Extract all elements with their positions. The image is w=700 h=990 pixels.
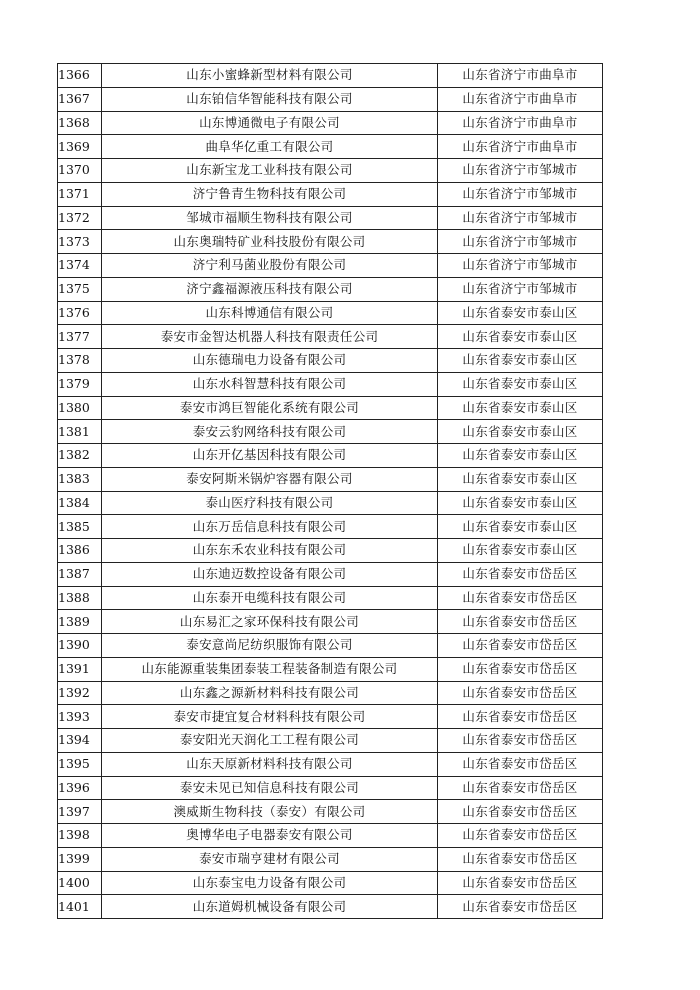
region-cell: 山东省泰安市岱岳区 bbox=[438, 776, 603, 800]
company-name-cell: 澳威斯生物科技（泰安）有限公司 bbox=[102, 800, 438, 824]
row-number-cell: 1396 bbox=[58, 776, 102, 800]
table-row bbox=[58, 87, 603, 111]
region-cell: 山东省泰安市岱岳区 bbox=[438, 681, 603, 705]
table-row bbox=[58, 135, 603, 159]
row-number-cell: 1375 bbox=[58, 277, 102, 301]
row-number-cell: 1399 bbox=[58, 847, 102, 871]
row-number-cell: 1384 bbox=[58, 491, 102, 515]
table-row bbox=[58, 230, 603, 254]
table-row bbox=[58, 871, 603, 895]
region-cell: 山东省济宁市曲阜市 bbox=[438, 64, 603, 88]
row-number-cell: 1367 bbox=[58, 87, 102, 111]
company-name-cell: 山东道姆机械设备有限公司 bbox=[102, 895, 438, 919]
region-cell: 山东省泰安市泰山区 bbox=[438, 372, 603, 396]
table-row bbox=[58, 657, 603, 681]
company-name-cell: 泰安市金智达机器人科技有限责任公司 bbox=[102, 325, 438, 349]
region-cell: 山东省泰安市泰山区 bbox=[438, 325, 603, 349]
table-row bbox=[58, 800, 603, 824]
row-number-cell: 1386 bbox=[58, 539, 102, 563]
company-name-cell: 山东铂信华智能科技有限公司 bbox=[102, 87, 438, 111]
company-name-cell: 泰安阳光天润化工工程有限公司 bbox=[102, 729, 438, 753]
table-row bbox=[58, 634, 603, 658]
table-row bbox=[58, 325, 603, 349]
region-cell: 山东省济宁市邹城市 bbox=[438, 206, 603, 230]
row-number-cell: 1366 bbox=[58, 64, 102, 88]
region-cell: 山东省泰安市岱岳区 bbox=[438, 847, 603, 871]
region-cell: 山东省泰安市岱岳区 bbox=[438, 800, 603, 824]
table-row bbox=[58, 729, 603, 753]
row-number-cell: 1401 bbox=[58, 895, 102, 919]
region-cell: 山东省泰安市泰山区 bbox=[438, 539, 603, 563]
row-number-cell: 1374 bbox=[58, 254, 102, 278]
table-row bbox=[58, 847, 603, 871]
row-number-cell: 1378 bbox=[58, 349, 102, 373]
table-row bbox=[58, 539, 603, 563]
row-number-cell: 1388 bbox=[58, 586, 102, 610]
region-cell: 山东省济宁市邹城市 bbox=[438, 254, 603, 278]
row-number-cell: 1393 bbox=[58, 705, 102, 729]
company-name-cell: 山东水科智慧科技有限公司 bbox=[102, 372, 438, 396]
company-name-cell: 山东泰宝电力设备有限公司 bbox=[102, 871, 438, 895]
table-row bbox=[58, 254, 603, 278]
company-name-cell: 济宁鲁青生物科技有限公司 bbox=[102, 182, 438, 206]
company-name-cell: 山东东禾农业科技有限公司 bbox=[102, 539, 438, 563]
row-number-cell: 1391 bbox=[58, 657, 102, 681]
company-name-cell: 邹城市福顺生物科技有限公司 bbox=[102, 206, 438, 230]
row-number-cell: 1398 bbox=[58, 824, 102, 848]
table-row bbox=[58, 681, 603, 705]
region-cell: 山东省泰安市泰山区 bbox=[438, 467, 603, 491]
region-cell: 山东省泰安市岱岳区 bbox=[438, 562, 603, 586]
company-name-cell: 山东易汇之家环保科技有限公司 bbox=[102, 610, 438, 634]
row-number-cell: 1379 bbox=[58, 372, 102, 396]
company-name-cell: 泰山医疗科技有限公司 bbox=[102, 491, 438, 515]
region-cell: 山东省泰安市泰山区 bbox=[438, 349, 603, 373]
region-cell: 山东省泰安市岱岳区 bbox=[438, 586, 603, 610]
row-number-cell: 1383 bbox=[58, 467, 102, 491]
company-name-cell: 山东奥瑞特矿业科技股份有限公司 bbox=[102, 230, 438, 254]
table-body bbox=[58, 64, 603, 919]
region-cell: 山东省泰安市泰山区 bbox=[438, 396, 603, 420]
region-cell: 山东省济宁市曲阜市 bbox=[438, 87, 603, 111]
region-cell: 山东省济宁市邹城市 bbox=[438, 182, 603, 206]
company-list-table bbox=[57, 63, 603, 919]
company-name-cell: 曲阜华亿重工有限公司 bbox=[102, 135, 438, 159]
table-row bbox=[58, 420, 603, 444]
company-name-cell: 山东新宝龙工业科技有限公司 bbox=[102, 159, 438, 183]
company-name-cell: 泰安阿斯米锅炉容器有限公司 bbox=[102, 467, 438, 491]
row-number-cell: 1369 bbox=[58, 135, 102, 159]
table-row bbox=[58, 895, 603, 919]
company-name-cell: 奥博华电子电器泰安有限公司 bbox=[102, 824, 438, 848]
table-row bbox=[58, 776, 603, 800]
company-name-cell: 山东能源重装集团泰装工程装备制造有限公司 bbox=[102, 657, 438, 681]
table-row bbox=[58, 349, 603, 373]
company-name-cell: 山东开亿基因科技有限公司 bbox=[102, 444, 438, 468]
company-name-cell: 泰安云豹网络科技有限公司 bbox=[102, 420, 438, 444]
company-name-cell: 山东小蜜蜂新型材料有限公司 bbox=[102, 64, 438, 88]
row-number-cell: 1368 bbox=[58, 111, 102, 135]
region-cell: 山东省济宁市曲阜市 bbox=[438, 135, 603, 159]
company-name-cell: 山东博通微电子有限公司 bbox=[102, 111, 438, 135]
company-name-cell: 泰安市鸿巨智能化系统有限公司 bbox=[102, 396, 438, 420]
region-cell: 山东省泰安市岱岳区 bbox=[438, 705, 603, 729]
row-number-cell: 1381 bbox=[58, 420, 102, 444]
company-name-cell: 泰安未见已知信息科技有限公司 bbox=[102, 776, 438, 800]
region-cell: 山东省泰安市泰山区 bbox=[438, 491, 603, 515]
table-row bbox=[58, 372, 603, 396]
table-row bbox=[58, 824, 603, 848]
company-name-cell: 济宁鑫福源液压科技有限公司 bbox=[102, 277, 438, 301]
region-cell: 山东省泰安市泰山区 bbox=[438, 444, 603, 468]
region-cell: 山东省泰安市岱岳区 bbox=[438, 752, 603, 776]
row-number-cell: 1380 bbox=[58, 396, 102, 420]
table-row bbox=[58, 515, 603, 539]
table-row bbox=[58, 111, 603, 135]
region-cell: 山东省泰安市泰山区 bbox=[438, 301, 603, 325]
row-number-cell: 1400 bbox=[58, 871, 102, 895]
region-cell: 山东省济宁市邹城市 bbox=[438, 159, 603, 183]
table-row bbox=[58, 705, 603, 729]
table-row bbox=[58, 277, 603, 301]
company-name-cell: 泰安市瑞亨建材有限公司 bbox=[102, 847, 438, 871]
company-name-cell: 山东鑫之源新材料科技有限公司 bbox=[102, 681, 438, 705]
row-number-cell: 1395 bbox=[58, 752, 102, 776]
region-cell: 山东省济宁市邹城市 bbox=[438, 230, 603, 254]
company-name-cell: 山东万岳信息科技有限公司 bbox=[102, 515, 438, 539]
region-cell: 山东省泰安市岱岳区 bbox=[438, 871, 603, 895]
row-number-cell: 1385 bbox=[58, 515, 102, 539]
table-row bbox=[58, 562, 603, 586]
table-row bbox=[58, 159, 603, 183]
row-number-cell: 1376 bbox=[58, 301, 102, 325]
row-number-cell: 1371 bbox=[58, 182, 102, 206]
row-number-cell: 1397 bbox=[58, 800, 102, 824]
table-row bbox=[58, 467, 603, 491]
company-name-cell: 山东迪迈数控设备有限公司 bbox=[102, 562, 438, 586]
table-row bbox=[58, 491, 603, 515]
table-row bbox=[58, 64, 603, 88]
region-cell: 山东省泰安市泰山区 bbox=[438, 515, 603, 539]
region-cell: 山东省泰安市岱岳区 bbox=[438, 895, 603, 919]
company-name-cell: 山东科博通信有限公司 bbox=[102, 301, 438, 325]
region-cell: 山东省济宁市曲阜市 bbox=[438, 111, 603, 135]
company-name-cell: 山东天原新材料科技有限公司 bbox=[102, 752, 438, 776]
region-cell: 山东省泰安市岱岳区 bbox=[438, 657, 603, 681]
row-number-cell: 1377 bbox=[58, 325, 102, 349]
row-number-cell: 1390 bbox=[58, 634, 102, 658]
company-name-cell: 泰安意尚尼纺织服饰有限公司 bbox=[102, 634, 438, 658]
row-number-cell: 1372 bbox=[58, 206, 102, 230]
table-row bbox=[58, 610, 603, 634]
row-number-cell: 1389 bbox=[58, 610, 102, 634]
region-cell: 山东省泰安市岱岳区 bbox=[438, 824, 603, 848]
table-row bbox=[58, 752, 603, 776]
row-number-cell: 1382 bbox=[58, 444, 102, 468]
company-name-cell: 泰安市捷宜复合材料科技有限公司 bbox=[102, 705, 438, 729]
row-number-cell: 1387 bbox=[58, 562, 102, 586]
table-row bbox=[58, 206, 603, 230]
region-cell: 山东省济宁市邹城市 bbox=[438, 277, 603, 301]
table-row bbox=[58, 396, 603, 420]
table-row bbox=[58, 586, 603, 610]
region-cell: 山东省泰安市岱岳区 bbox=[438, 729, 603, 753]
company-name-cell: 济宁利马菌业股份有限公司 bbox=[102, 254, 438, 278]
company-name-cell: 山东德瑞电力设备有限公司 bbox=[102, 349, 438, 373]
row-number-cell: 1392 bbox=[58, 681, 102, 705]
table-row bbox=[58, 182, 603, 206]
table-row bbox=[58, 301, 603, 325]
region-cell: 山东省泰安市岱岳区 bbox=[438, 634, 603, 658]
region-cell: 山东省泰安市泰山区 bbox=[438, 420, 603, 444]
table-row bbox=[58, 444, 603, 468]
row-number-cell: 1373 bbox=[58, 230, 102, 254]
company-name-cell: 山东泰开电缆科技有限公司 bbox=[102, 586, 438, 610]
region-cell: 山东省泰安市岱岳区 bbox=[438, 610, 603, 634]
row-number-cell: 1394 bbox=[58, 729, 102, 753]
row-number-cell: 1370 bbox=[58, 159, 102, 183]
